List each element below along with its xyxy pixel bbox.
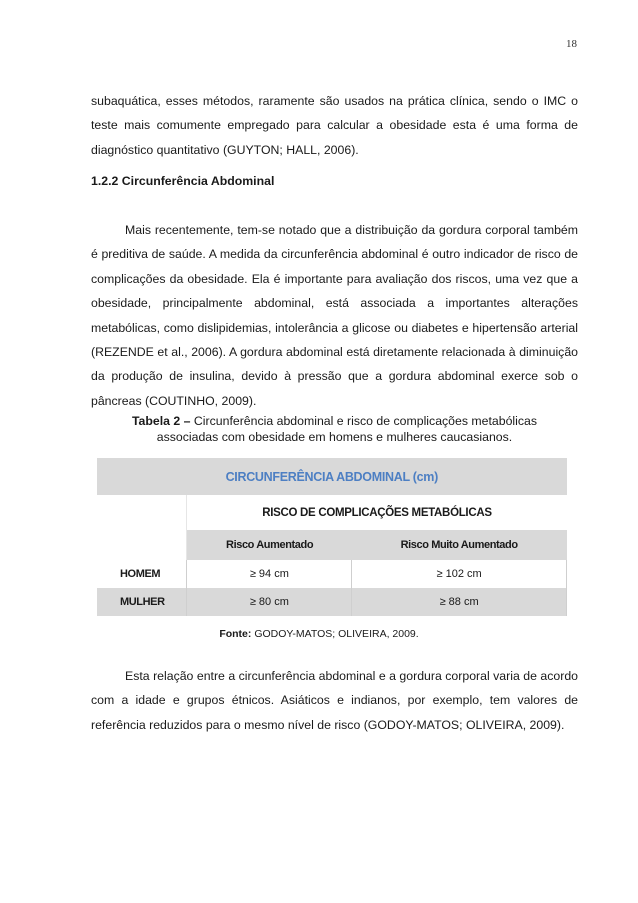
col-header-very-increased: Risco Muito Aumentado — [352, 530, 567, 560]
table-caption-line1: Circunferência abdominal e risco de complicações metabólicas — [193, 414, 538, 428]
source-label: Fonte: — [219, 628, 252, 640]
table-risk-header: RISCO DE COMPLICAÇÕES METABÓLICAS — [187, 495, 567, 530]
risk-table — [97, 458, 567, 616]
cell-homem-increased: ≥ 94 cm — [187, 560, 352, 588]
table-caption — [91, 413, 578, 445]
source-text: GODOY-MATOS; OLIVEIRA, 2009. — [254, 628, 419, 640]
paragraph-intro: subaquática, esses métodos, raramente são usados na prática clínica, sendo o IMC o teste mais comumente empregado para calcular a obesidade esta é uma forma de diagnóstico quantitativo (GUYTON; HALL, 2006). — [91, 94, 578, 157]
table-row — [97, 588, 567, 616]
cell-mulher-very-increased: ≥ 88 cm — [352, 588, 567, 616]
section-heading: 1.2.2 Circunferência Abdominal — [91, 174, 275, 188]
cell-mulher-increased: ≥ 80 cm — [187, 588, 352, 616]
table-caption-label: Tabela 2 – — [131, 414, 191, 428]
table-risk-row — [97, 495, 567, 530]
page-number: 18 — [566, 38, 577, 50]
table-row — [97, 560, 567, 588]
col-header-increased: Risco Aumentado — [187, 530, 352, 560]
row-label-mulher: MULHER — [97, 588, 187, 616]
cell-homem-very-increased: ≥ 102 cm — [352, 560, 567, 588]
table-source — [0, 628, 638, 640]
table-title: CIRCUNFERÊNCIA ABDOMINAL (cm) — [225, 469, 438, 484]
paragraph-abdominal: Mais recentemente, tem-se notado que a distribuição da gordura corporal também é preditiva de saúde. A medida da circunferência abdominal é outro indicador de risco de complicações da obesidade. Ela é importante para avaliação dos riscos, uma vez que a obesidade, principalmente abdominal, está associada a importantes alterações metabólicas, como dislipidemias, intolerância a glicose ou diabetes e hipertensão arterial (REZENDE et al., 2006). A gordura abdominal está diretamente relacionada à diminuição da produção de insulina, devido à pressão que a gordura abdominal exerce sob o pâncreas (COUTINHO, 2009). — [91, 223, 578, 408]
table-title-row — [97, 458, 567, 495]
table-blank-cell — [97, 495, 187, 560]
paragraph-ethnic: Esta relação entre a circunferência abdominal e a gordura corporal varia de acordo com a idade e grupos étnicos. Asiáticos e indianos, por exemplo, tem valores de referência reduzidos para o mesmo nível de risco (GODOY-MATOS; OLIVEIRA, 2009). — [91, 669, 578, 732]
row-label-homem: HOMEM — [97, 560, 187, 588]
table-caption-line2: associadas com obesidade em homens e mulheres caucasianos. — [156, 430, 513, 444]
